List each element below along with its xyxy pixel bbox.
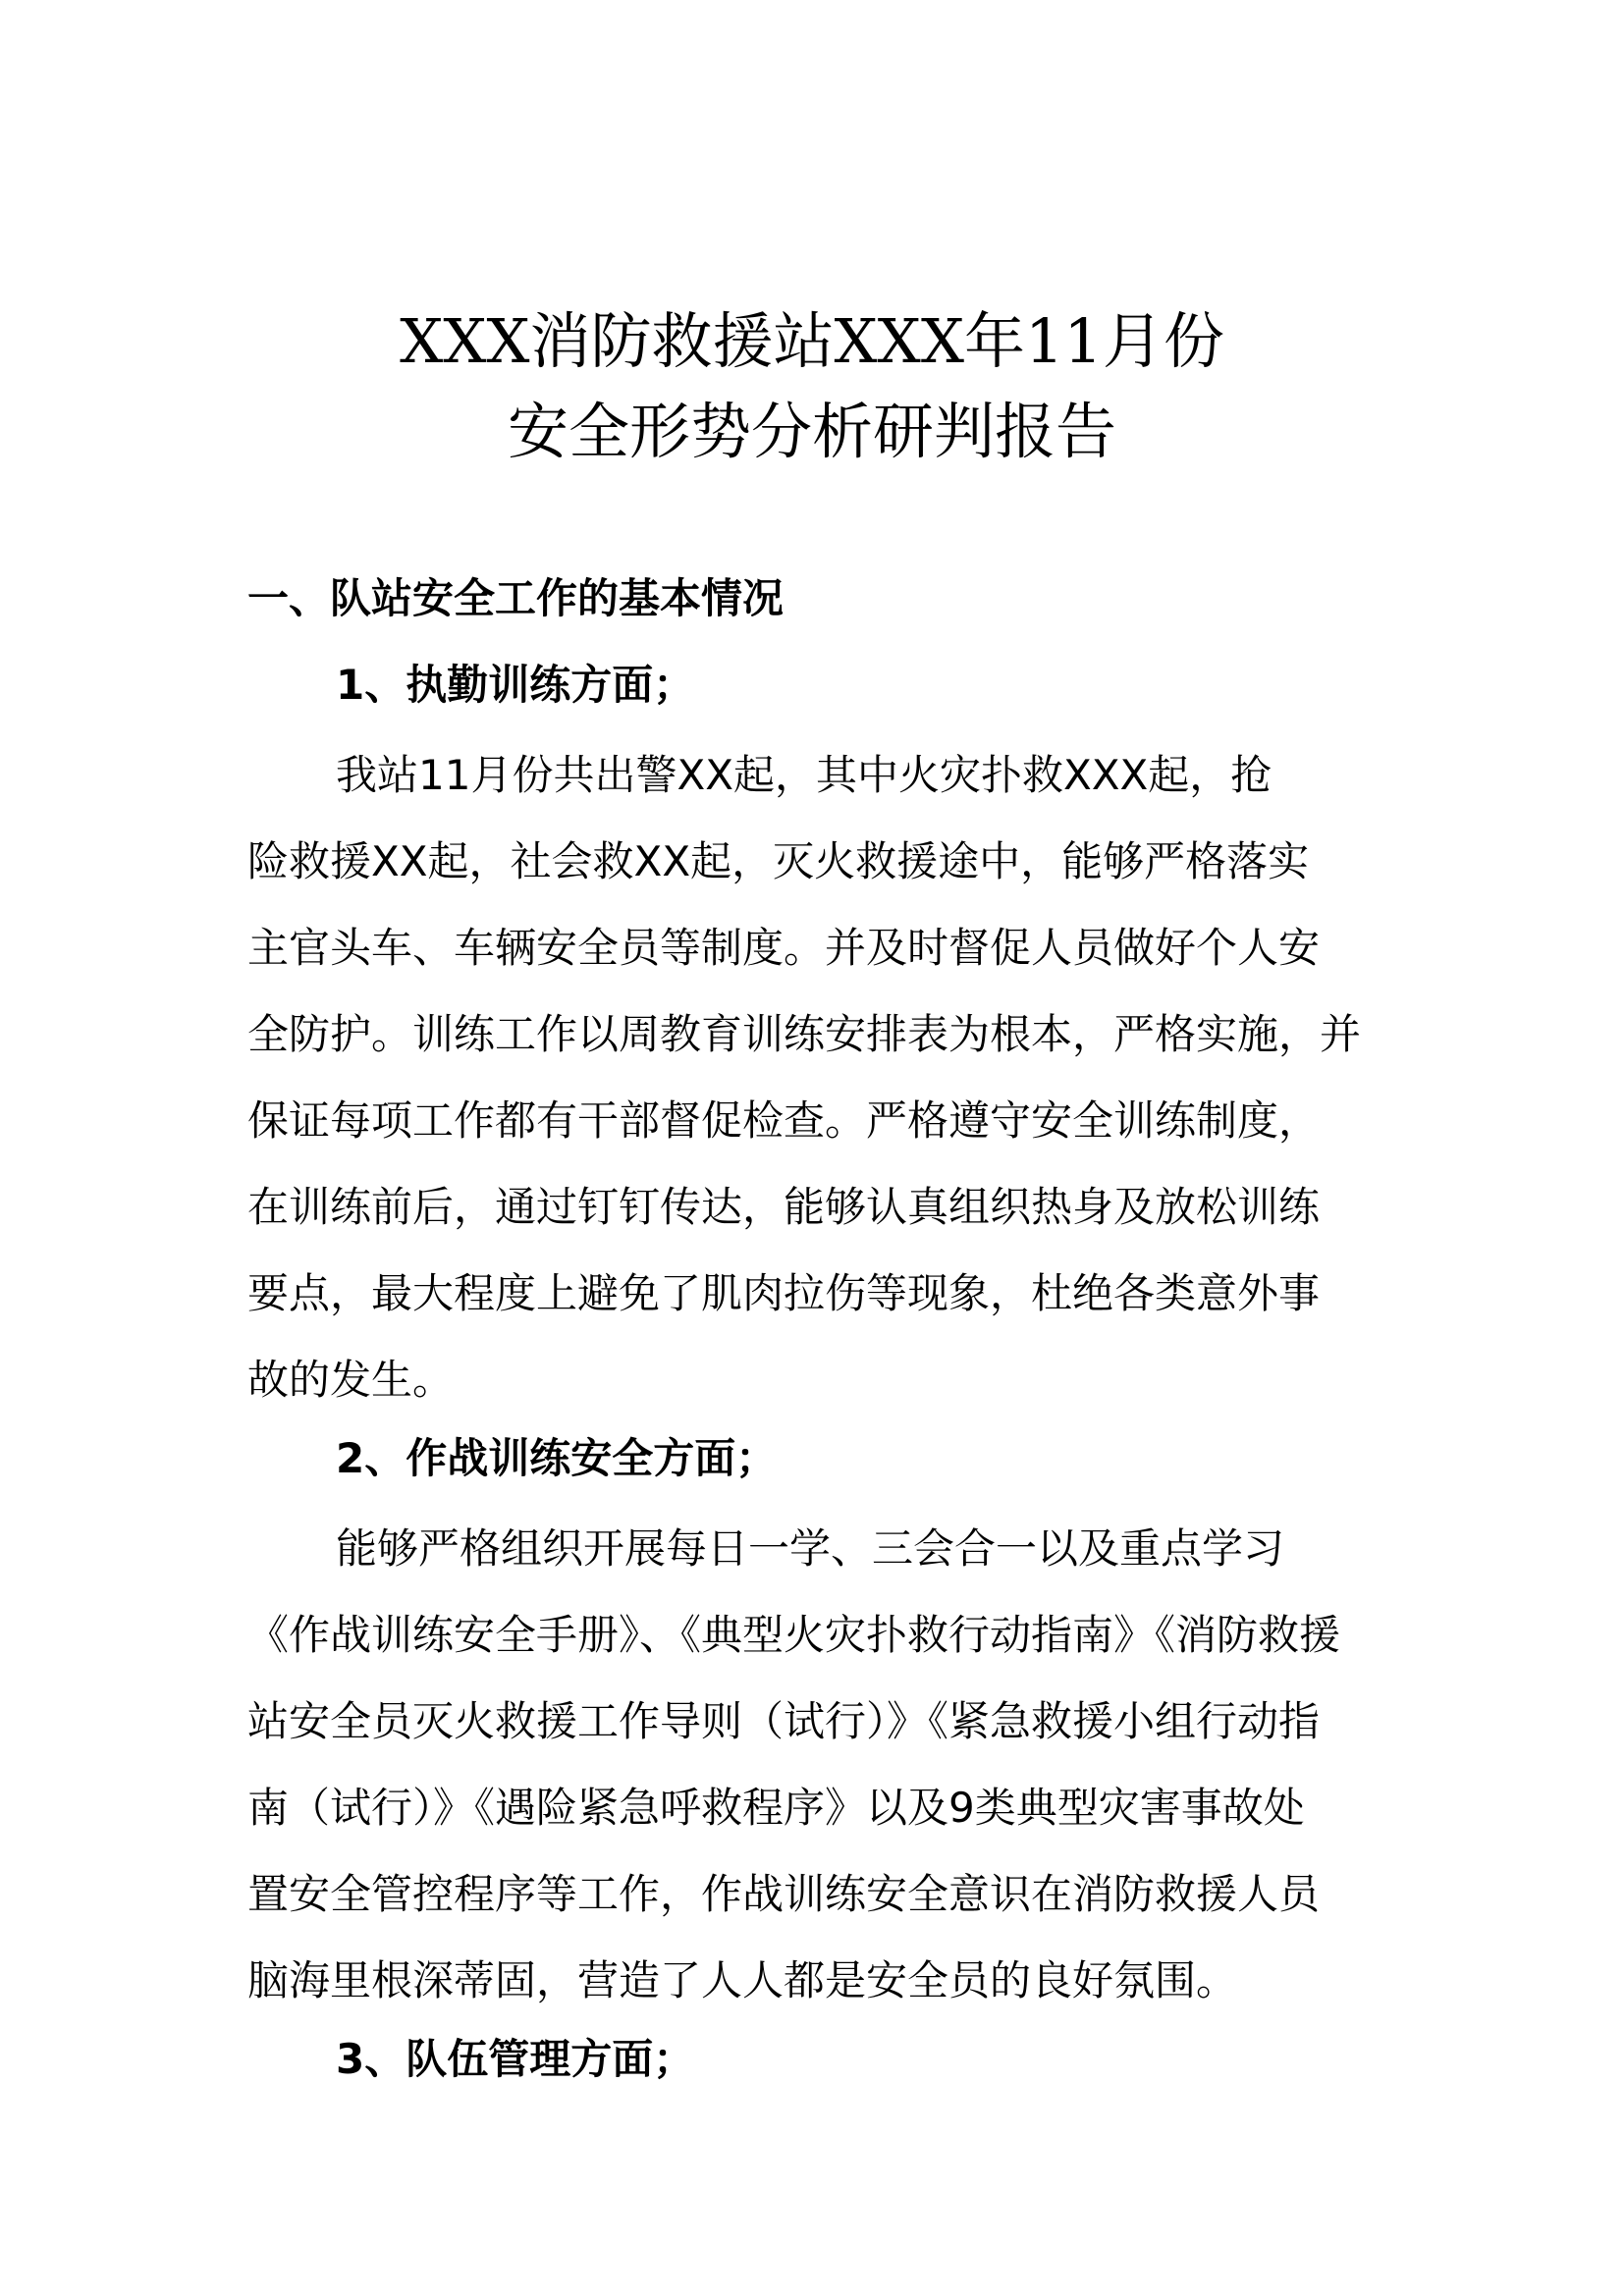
subsection-1-heading: 1、执勤训练方面；: [336, 661, 695, 709]
paragraph-line: 我站11月份共出警XX起，其中火灾扑救XXX起，抢: [336, 751, 1272, 799]
paragraph-line: 故的发生。: [247, 1356, 455, 1404]
paragraph-line: 在训练前后，通过钉钉传达，能够认真组织热身及放松训练: [247, 1183, 1321, 1231]
paragraph-line: 保证每项工作都有干部督促检查。严格遵守安全训练制度，: [247, 1096, 1321, 1145]
subsection-2-heading: 2、作战训练安全方面；: [336, 1434, 778, 1482]
document-title-line-2: 安全形势分析研判报告: [507, 396, 1116, 467]
section-1-heading: 一、队站安全工作的基本情况: [247, 574, 785, 622]
paragraph-line: 《作战训练安全手册》、《典型火灾扑救行动指南》《消防救援: [247, 1611, 1341, 1659]
subsection-2-paragraph: [247, 1506, 1386, 2024]
document-title-line-1: XXX消防救援站XXX年11月份: [400, 305, 1224, 377]
subsection-3-heading: 3、队伍管理方面；: [336, 2035, 695, 2083]
paragraph-line: 险救援XX起，社会救XX起，灭火救援途中，能够严格落实: [247, 837, 1310, 885]
paragraph-line: 脑海里根深蒂固，营造了人人都是安全员的良好氛围。: [247, 1956, 1238, 2004]
paragraph-line: 全防护。训练工作以周教育训练安排表为根本，严格实施，并: [247, 1010, 1362, 1058]
paragraph-line: 站安全员灭火救援工作导则（试行）》《紧急救援小组行动指: [247, 1697, 1321, 1745]
paragraph-line: 置安全管控程序等工作，作战训练安全意识在消防救援人员: [247, 1870, 1321, 1918]
paragraph-line: 南（试行）》《遇险紧急呼救程序》以及9类典型灾害事故处: [247, 1784, 1305, 1832]
paragraph-line: 能够严格组织开展每日一学、三会合一以及重点学习: [336, 1524, 1285, 1573]
paragraph-line: 主官头车、车辆安全员等制度。并及时督促人员做好个人安: [247, 924, 1321, 972]
subsection-1-paragraph: [247, 732, 1386, 1423]
paragraph-line: 要点，最大程度上避免了肌肉拉伤等现象，杜绝各类意外事: [247, 1269, 1321, 1317]
